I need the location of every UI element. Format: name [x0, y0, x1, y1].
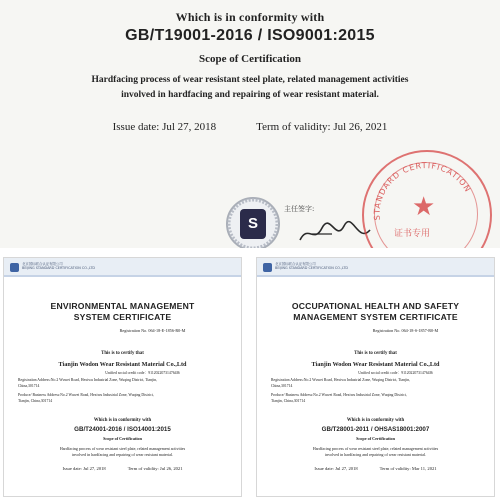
- standard-title: GB/T28001-2011 / OHSAS18001:2007: [321, 426, 430, 433]
- validity-label: Term of validity:: [256, 121, 331, 133]
- scope-text-line1: Hardfacing process of wear resistant steel plate, related management activities: [312, 446, 439, 451]
- certify-line: This is to certify that: [101, 351, 144, 356]
- validity-value: Jul 26, 2021: [333, 121, 388, 133]
- certification-logo-seal: [226, 197, 280, 248]
- registration-address: Registration Address:No.2 Wuwei Road, Hexiwu Industrial Zone, Wuqing District, Tianjin,: [18, 378, 157, 382]
- validity-date: Term of validity: Mar 11, 2021: [379, 466, 437, 471]
- seal-letter: S: [240, 209, 266, 239]
- validity-date: Term of validity: Jul 26, 2021: [127, 466, 183, 471]
- quality-certificate: [0, 0, 500, 248]
- certificate-title-line2: MANAGEMENT SYSTEM CERTIFICATE: [293, 312, 458, 322]
- scope-text-line1: Hardfacing process of wear resistant steel plate, related management activities: [91, 75, 409, 85]
- star-icon: ★: [412, 192, 436, 221]
- org-name: 北京国标联合认证有限公司 BEIJING STANDARD CERTIFICATION CO.,LTD: [275, 262, 349, 271]
- org-logo-icon: [10, 263, 19, 272]
- certificate-header-band: [4, 258, 241, 277]
- registration-number: Registration No. 064-18-E-1856-R0-M: [119, 328, 186, 333]
- certificate-title-line1: ENVIRONMENTAL MANAGEMENT: [50, 301, 195, 311]
- registration-number: Registration No. 064-18-S-1857-R0-M: [372, 328, 439, 333]
- scope-heading: Scope of Certification: [198, 53, 302, 65]
- registration-address-cont: China,301714: [271, 384, 293, 388]
- conformity-line: Which is in conformity with: [346, 418, 405, 423]
- business-address-cont: Tianjin, China,301714: [18, 399, 53, 403]
- business-address-cont: Tianjin, China,301714: [271, 399, 306, 403]
- certify-line: This is to certify that: [354, 351, 397, 356]
- scope-text-line2: involved in hardfacing and repairing of wear resistant material.: [121, 90, 379, 100]
- business-address: Produce/ Business Address:No.2 Wuwei Road, Hexiwu Industrial Zone, Wuqing District,: [18, 393, 154, 397]
- red-certification-stamp: [362, 150, 492, 248]
- company-name: Tianjin Wodon Wear Resistant Material Co.,Ltd: [311, 361, 440, 368]
- conformity-line: Which is in conformity with: [93, 418, 152, 423]
- issue-date-value: Jul 27, 2018: [162, 121, 217, 133]
- issue-date: Issue date: Jul 27, 2018: [314, 466, 358, 471]
- scope-text-line2: involved in hardfacing and repairing of wear resistant material.: [325, 452, 426, 457]
- registration-address-cont: China,301714: [18, 384, 40, 388]
- company-name: Tianjin Wodon Wear Resistant Material Co.,Ltd: [58, 361, 187, 368]
- org-name: 北京国标联合认证有限公司 BEIJING STANDARD CERTIFICATION CO.,LTD: [22, 262, 96, 271]
- occupational-safety-certificate: [256, 257, 495, 497]
- dates-row: [0, 121, 500, 133]
- scope-heading: Scope of Certification: [356, 436, 395, 441]
- business-address: Produce/ Business Address:No.2 Wuwei Road, Hexiwu Industrial Zone, Wuqing District,: [271, 393, 407, 397]
- certificate-title-line2: SYSTEM CERTIFICATE: [73, 312, 172, 322]
- scope-text-line1: Hardfacing process of wear resistant steel plate, related management activities: [59, 446, 186, 451]
- org-logo-icon: [263, 263, 272, 272]
- credit-code: Unified social credit code：911202207314764I6: [105, 371, 180, 375]
- scope-text-line2: involved in hardfacing and repairing of wear resistant material.: [72, 452, 173, 457]
- signature-label: 主任签字:: [284, 205, 315, 213]
- issue-date: Issue date: Jul 27, 2018: [62, 466, 106, 471]
- conformity-line: Which is in conformity with: [175, 10, 325, 24]
- scope-heading: Scope of Certification: [103, 436, 142, 441]
- environmental-certificate: [3, 257, 242, 497]
- standard-title: GB/T24001-2016 / ISO14001:2015: [74, 426, 171, 433]
- dates-row: [257, 466, 494, 471]
- credit-code: Unified social credit code：911202207314764I6: [358, 371, 433, 375]
- stamp-text: 证书专用: [394, 229, 431, 239]
- issue-date-label: Issue date:: [112, 121, 160, 133]
- certificate-header-band: [257, 258, 494, 277]
- dates-row: [4, 466, 241, 471]
- stamp-arc-text: STANDARD CERTIFICATION: [372, 161, 473, 221]
- certificate-title-line1: OCCUPATIONAL HEALTH AND SAFETY: [291, 301, 460, 311]
- registration-address: Registration Address:No.2 Wuwei Road, Hexiwu Industrial Zone, Wuqing District, Tianjin,: [271, 378, 410, 382]
- standard-title: GB/T19001-2016 / ISO9001:2015: [125, 27, 375, 44]
